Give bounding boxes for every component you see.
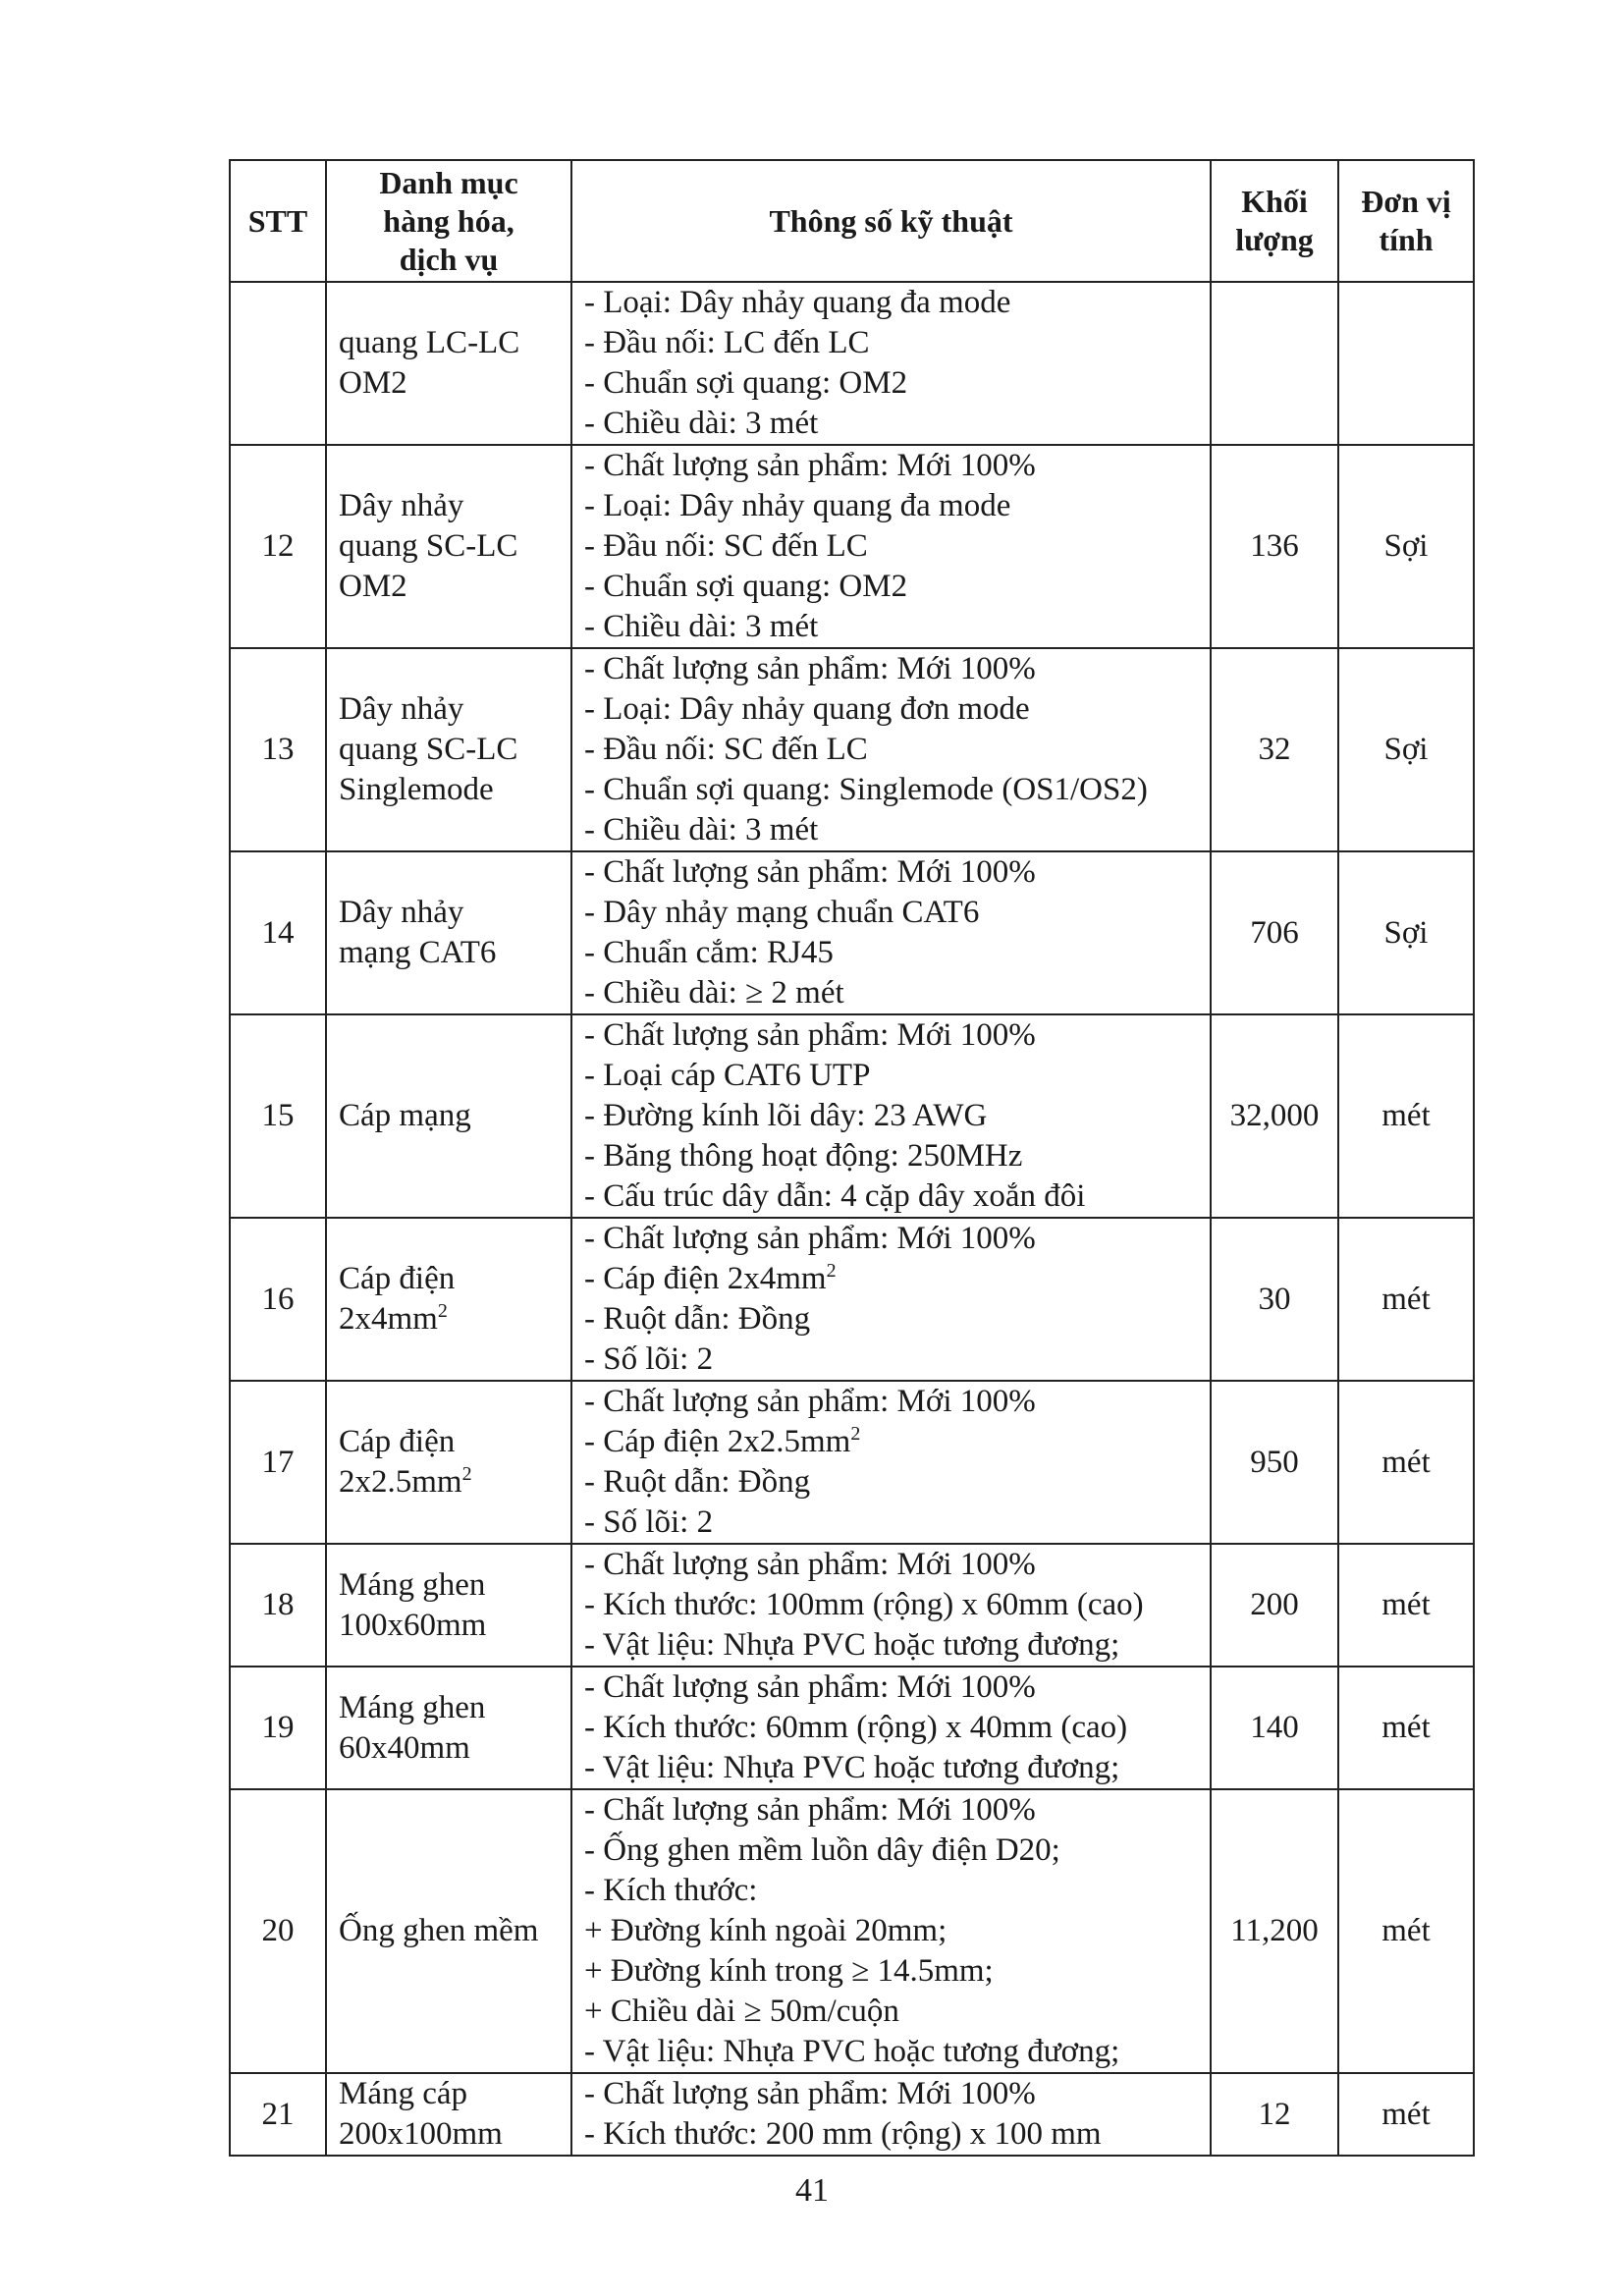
spec-line xyxy=(584,2074,1198,2114)
row-quantity: 200 xyxy=(1211,1544,1338,1667)
spec-text: - Chuẩn sợi quang: OM2 xyxy=(584,569,908,604)
spec-text: - Đầu nối: LC đến LC xyxy=(584,325,870,360)
item-name-line xyxy=(339,486,559,526)
item-name-line xyxy=(339,730,559,770)
row-stt: 14 xyxy=(230,851,326,1014)
spec-text: - Loại: Dây nhảy quang đa mode xyxy=(584,488,1011,523)
spec-line xyxy=(584,1911,1198,1951)
spec-line xyxy=(584,283,1198,323)
row-unit: mét xyxy=(1338,1667,1474,1789)
item-name-line xyxy=(339,567,559,607)
item-name-line xyxy=(339,1911,559,1951)
spec-text: - Vật liệu: Nhựa PVC hoặc tương đương; xyxy=(584,1750,1120,1785)
spec-line xyxy=(584,363,1198,404)
item-name-line xyxy=(339,2114,559,2155)
table-row xyxy=(230,1544,1474,1667)
table-row xyxy=(230,282,1474,445)
spec-text: - Kích thước: 200 mm (rộng) x 100 mm xyxy=(584,2116,1102,2152)
row-quantity: 140 xyxy=(1211,1667,1338,1789)
row-item-name xyxy=(326,1544,571,1667)
item-name-text: Cáp điện xyxy=(339,1261,456,1296)
spec-text: - Chiều dài: 3 mét xyxy=(584,812,819,847)
item-name-line xyxy=(339,1728,559,1769)
spec-text: - Chất lượng sản phẩm: Mới 100% xyxy=(584,1384,1036,1419)
spec-line xyxy=(584,526,1198,567)
spec-line xyxy=(584,1667,1198,1708)
spec-line xyxy=(584,1748,1198,1788)
spec-text: - Chất lượng sản phẩm: Mới 100% xyxy=(584,1221,1036,1256)
row-quantity: 11,200 xyxy=(1211,1789,1338,2073)
item-name-line xyxy=(339,526,559,567)
row-quantity: 30 xyxy=(1211,1218,1338,1381)
spec-text: - Chất lượng sản phẩm: Mới 100% xyxy=(584,1792,1036,1828)
table-row xyxy=(230,2073,1474,2156)
item-name-text: OM2 xyxy=(339,365,407,401)
row-unit xyxy=(1338,282,1474,445)
row-item-name xyxy=(326,1218,571,1381)
spec-text: - Dây nhảy mạng chuẩn CAT6 xyxy=(584,895,980,930)
spec-line xyxy=(584,893,1198,933)
spec-text: - Chuẩn cắm: RJ45 xyxy=(584,935,834,970)
header-unit xyxy=(1338,160,1474,282)
spec-text: - Đầu nối: SC đến LC xyxy=(584,528,868,564)
spec-line xyxy=(584,852,1198,893)
superscript: 2 xyxy=(437,1300,448,1322)
spec-line xyxy=(584,770,1198,810)
specification-table xyxy=(229,159,1475,2157)
spec-line xyxy=(584,973,1198,1013)
item-name-text: Máng cáp xyxy=(339,2076,468,2111)
row-unit: mét xyxy=(1338,1789,1474,2073)
spec-text: - Ruột dẫn: Đồng xyxy=(584,1464,811,1500)
item-name-text: 100x60mm xyxy=(339,1607,487,1643)
spec-text: - Cáp điện 2x4mm xyxy=(584,1261,827,1296)
item-name-line xyxy=(339,933,559,973)
item-name-text: Dây nhảy xyxy=(339,488,464,523)
spec-text: - Đường kính lõi dây: 23 AWG xyxy=(584,1098,988,1133)
spec-line xyxy=(584,1871,1198,1911)
spec-text: - Loại: Dây nhảy quang đa mode xyxy=(584,285,1011,320)
row-specifications xyxy=(571,1218,1211,1381)
row-stt: 12 xyxy=(230,445,326,648)
spec-text: - Vật liệu: Nhựa PVC hoặc tương đương; xyxy=(584,1627,1120,1663)
spec-text: + Chiều dài ≥ 50m/cuộn xyxy=(584,1994,899,2029)
spec-line xyxy=(584,1219,1198,1259)
page-number: 41 xyxy=(795,2172,829,2209)
spec-line xyxy=(584,1382,1198,1422)
item-name-line xyxy=(339,2074,559,2114)
spec-line xyxy=(584,1339,1198,1380)
spec-line xyxy=(584,649,1198,689)
spec-text: - Cáp điện 2x2.5mm xyxy=(584,1424,851,1459)
item-name-line xyxy=(339,1565,559,1606)
item-name-text: quang LC-LC xyxy=(339,325,520,360)
spec-line xyxy=(584,567,1198,607)
item-name-text: quang SC-LC xyxy=(339,732,518,767)
item-name-line xyxy=(339,893,559,933)
table-header-row xyxy=(230,160,1474,282)
item-name-line xyxy=(339,1462,559,1503)
spec-line xyxy=(584,1831,1198,1871)
table-row xyxy=(230,1789,1474,2073)
spec-text: - Cấu trúc dây dẫn: 4 cặp dây xoắn đôi xyxy=(584,1178,1086,1214)
row-item-name xyxy=(326,2073,571,2156)
spec-text: - Loại: Dây nhảy quang đơn mode xyxy=(584,691,1030,727)
row-unit: Sợi xyxy=(1338,648,1474,851)
row-specifications xyxy=(571,1381,1211,1544)
row-specifications xyxy=(571,2073,1211,2156)
row-item-name xyxy=(326,282,571,445)
item-name-text: 2x2.5mm xyxy=(339,1464,462,1500)
spec-line xyxy=(584,1790,1198,1831)
row-item-name xyxy=(326,1014,571,1218)
item-name-text: quang SC-LC xyxy=(339,528,518,564)
table-row xyxy=(230,445,1474,648)
row-quantity: 950 xyxy=(1211,1381,1338,1544)
spec-text: - Vật liệu: Nhựa PVC hoặc tương đương; xyxy=(584,2034,1120,2069)
row-specifications xyxy=(571,1667,1211,1789)
spec-line xyxy=(584,446,1198,486)
spec-text: - Chiều dài: 3 mét xyxy=(584,609,819,644)
spec-line xyxy=(584,1299,1198,1339)
row-quantity: 12 xyxy=(1211,2073,1338,2156)
superscript: 2 xyxy=(826,1260,837,1282)
row-stt xyxy=(230,282,326,445)
spec-text: - Chất lượng sản phẩm: Mới 100% xyxy=(584,1547,1036,1582)
spec-text: - Chiều dài: ≥ 2 mét xyxy=(584,975,844,1011)
row-quantity: 32,000 xyxy=(1211,1014,1338,1218)
item-name-line xyxy=(339,323,559,363)
spec-text: + Đường kính trong ≥ 14.5mm; xyxy=(584,1953,994,1989)
row-item-name xyxy=(326,1381,571,1544)
spec-line xyxy=(584,1503,1198,1543)
spec-text: - Kích thước: xyxy=(584,1873,758,1908)
spec-line xyxy=(584,1585,1198,1625)
spec-text: - Chất lượng sản phẩm: Mới 100% xyxy=(584,2076,1036,2111)
item-name-line xyxy=(339,689,559,730)
header-unit-line: tính xyxy=(1379,222,1434,257)
header-quantity xyxy=(1211,160,1338,282)
item-name-text: Máng ghen xyxy=(339,1566,486,1603)
spec-text: - Chất lượng sản phẩm: Mới 100% xyxy=(584,651,1036,686)
row-stt: 13 xyxy=(230,648,326,851)
spec-line xyxy=(584,1708,1198,1748)
item-name-line xyxy=(339,1259,559,1299)
row-unit: mét xyxy=(1338,1544,1474,1667)
row-unit: Sợi xyxy=(1338,851,1474,1014)
row-unit: mét xyxy=(1338,1218,1474,1381)
header-unit-line: Đơn vị xyxy=(1361,184,1451,219)
spec-line xyxy=(584,1259,1198,1299)
spec-text: - Chất lượng sản phẩm: Mới 100% xyxy=(584,1017,1036,1053)
row-item-name xyxy=(326,851,571,1014)
item-name-text: Singlemode xyxy=(339,772,494,807)
row-stt: 21 xyxy=(230,2073,326,2156)
row-specifications xyxy=(571,445,1211,648)
spec-text: - Số lõi: 2 xyxy=(584,1341,714,1377)
spec-line xyxy=(584,1462,1198,1503)
spec-text: - Kích thước: 60mm (rộng) x 40mm (cao) xyxy=(584,1710,1128,1745)
header-specifications: Thông số kỹ thuật xyxy=(571,160,1211,282)
spec-line xyxy=(584,1951,1198,1992)
row-item-name xyxy=(326,1789,571,2073)
table-row xyxy=(230,851,1474,1014)
row-specifications xyxy=(571,648,1211,851)
table-row xyxy=(230,1667,1474,1789)
item-name-text: Máng ghen xyxy=(339,1689,486,1725)
item-name-line xyxy=(339,1422,559,1462)
item-name-text: 60x40mm xyxy=(339,1729,470,1766)
item-name-line xyxy=(339,1299,559,1339)
spec-line xyxy=(584,486,1198,526)
item-name-text: 2x4mm xyxy=(339,1301,438,1337)
item-name-text: 200x100mm xyxy=(339,2116,503,2152)
row-specifications xyxy=(571,282,1211,445)
spec-text: - Chuẩn sợi quang: OM2 xyxy=(584,365,908,401)
header-item-name-line: dịch vụ xyxy=(399,241,499,277)
spec-line xyxy=(584,1176,1198,1217)
item-name-text: Dây nhảy xyxy=(339,691,464,727)
table-row xyxy=(230,1014,1474,1218)
item-name-text: Cáp điện xyxy=(339,1424,456,1459)
item-name-line xyxy=(339,1606,559,1646)
spec-text: - Loại cáp CAT6 UTP xyxy=(584,1058,871,1093)
row-stt: 17 xyxy=(230,1381,326,1544)
spec-text: - Đầu nối: SC đến LC xyxy=(584,732,868,767)
item-name-line xyxy=(339,770,559,810)
row-stt: 16 xyxy=(230,1218,326,1381)
row-specifications xyxy=(571,851,1211,1014)
superscript: 2 xyxy=(461,1463,472,1485)
header-quantity-line: lượng xyxy=(1235,222,1314,257)
row-stt: 18 xyxy=(230,1544,326,1667)
table-row xyxy=(230,648,1474,851)
spec-line xyxy=(584,1096,1198,1136)
row-specifications xyxy=(571,1789,1211,2073)
row-quantity: 706 xyxy=(1211,851,1338,1014)
item-name-text: OM2 xyxy=(339,569,407,604)
row-unit: mét xyxy=(1338,2073,1474,2156)
row-quantity xyxy=(1211,282,1338,445)
item-name-line xyxy=(339,1096,559,1136)
spec-text: - Số lõi: 2 xyxy=(584,1504,714,1540)
table-row xyxy=(230,1218,1474,1381)
superscript: 2 xyxy=(850,1423,861,1445)
spec-text: - Ruột dẫn: Đồng xyxy=(584,1301,811,1337)
spec-line xyxy=(584,323,1198,363)
spec-text: - Kích thước: 100mm (rộng) x 60mm (cao) xyxy=(584,1587,1144,1622)
spec-line xyxy=(584,1545,1198,1585)
spec-line xyxy=(584,1422,1198,1462)
item-name-line xyxy=(339,1688,559,1728)
spec-text: - Chuẩn sợi quang: Singlemode (OS1/OS2) xyxy=(584,772,1148,807)
row-specifications xyxy=(571,1014,1211,1218)
row-unit: mét xyxy=(1338,1014,1474,1218)
item-name-text: mạng CAT6 xyxy=(339,935,497,970)
spec-line xyxy=(584,689,1198,730)
spec-line xyxy=(584,933,1198,973)
row-unit: mét xyxy=(1338,1381,1474,1544)
spec-text: - Băng thông hoạt động: 250MHz xyxy=(584,1138,1023,1174)
spec-text: - Chất lượng sản phẩm: Mới 100% xyxy=(584,448,1036,483)
row-stt: 19 xyxy=(230,1667,326,1789)
spec-line xyxy=(584,810,1198,850)
row-item-name xyxy=(326,648,571,851)
spec-text: - Chiều dài: 3 mét xyxy=(584,406,819,441)
spec-line xyxy=(584,2032,1198,2072)
header-item-name-line: hàng hóa, xyxy=(383,202,514,239)
row-stt: 15 xyxy=(230,1014,326,1218)
row-unit: Sợi xyxy=(1338,445,1474,648)
spec-line xyxy=(584,1136,1198,1176)
spec-text: - Ống ghen mềm luồn dây điện D20; xyxy=(584,1832,1060,1868)
spec-line xyxy=(584,2114,1198,2155)
spec-line xyxy=(584,1992,1198,2032)
header-quantity-line: Khối xyxy=(1241,184,1308,219)
spec-line xyxy=(584,607,1198,647)
spec-line xyxy=(584,1056,1198,1096)
item-name-line xyxy=(339,363,559,404)
row-quantity: 32 xyxy=(1211,648,1338,851)
row-item-name xyxy=(326,445,571,648)
spec-line xyxy=(584,1625,1198,1666)
row-quantity: 136 xyxy=(1211,445,1338,648)
table-body xyxy=(230,282,1474,2156)
spec-line xyxy=(584,404,1198,444)
row-item-name xyxy=(326,1667,571,1789)
spec-text: - Chất lượng sản phẩm: Mới 100% xyxy=(584,1669,1036,1705)
spec-text: - Chất lượng sản phẩm: Mới 100% xyxy=(584,854,1036,890)
header-item-name xyxy=(326,160,571,282)
spec-line xyxy=(584,1015,1198,1056)
spec-text: + Đường kính ngoài 20mm; xyxy=(584,1913,947,1948)
row-specifications xyxy=(571,1544,1211,1667)
header-stt: STT xyxy=(230,160,326,282)
spec-line xyxy=(584,730,1198,770)
row-stt: 20 xyxy=(230,1789,326,2073)
header-item-name-line: Danh mục xyxy=(379,164,518,200)
item-name-text: Cáp mạng xyxy=(339,1098,471,1133)
item-name-text: Dây nhảy xyxy=(339,895,464,930)
item-name-text: Ống ghen mềm xyxy=(339,1913,539,1948)
table-row xyxy=(230,1381,1474,1544)
